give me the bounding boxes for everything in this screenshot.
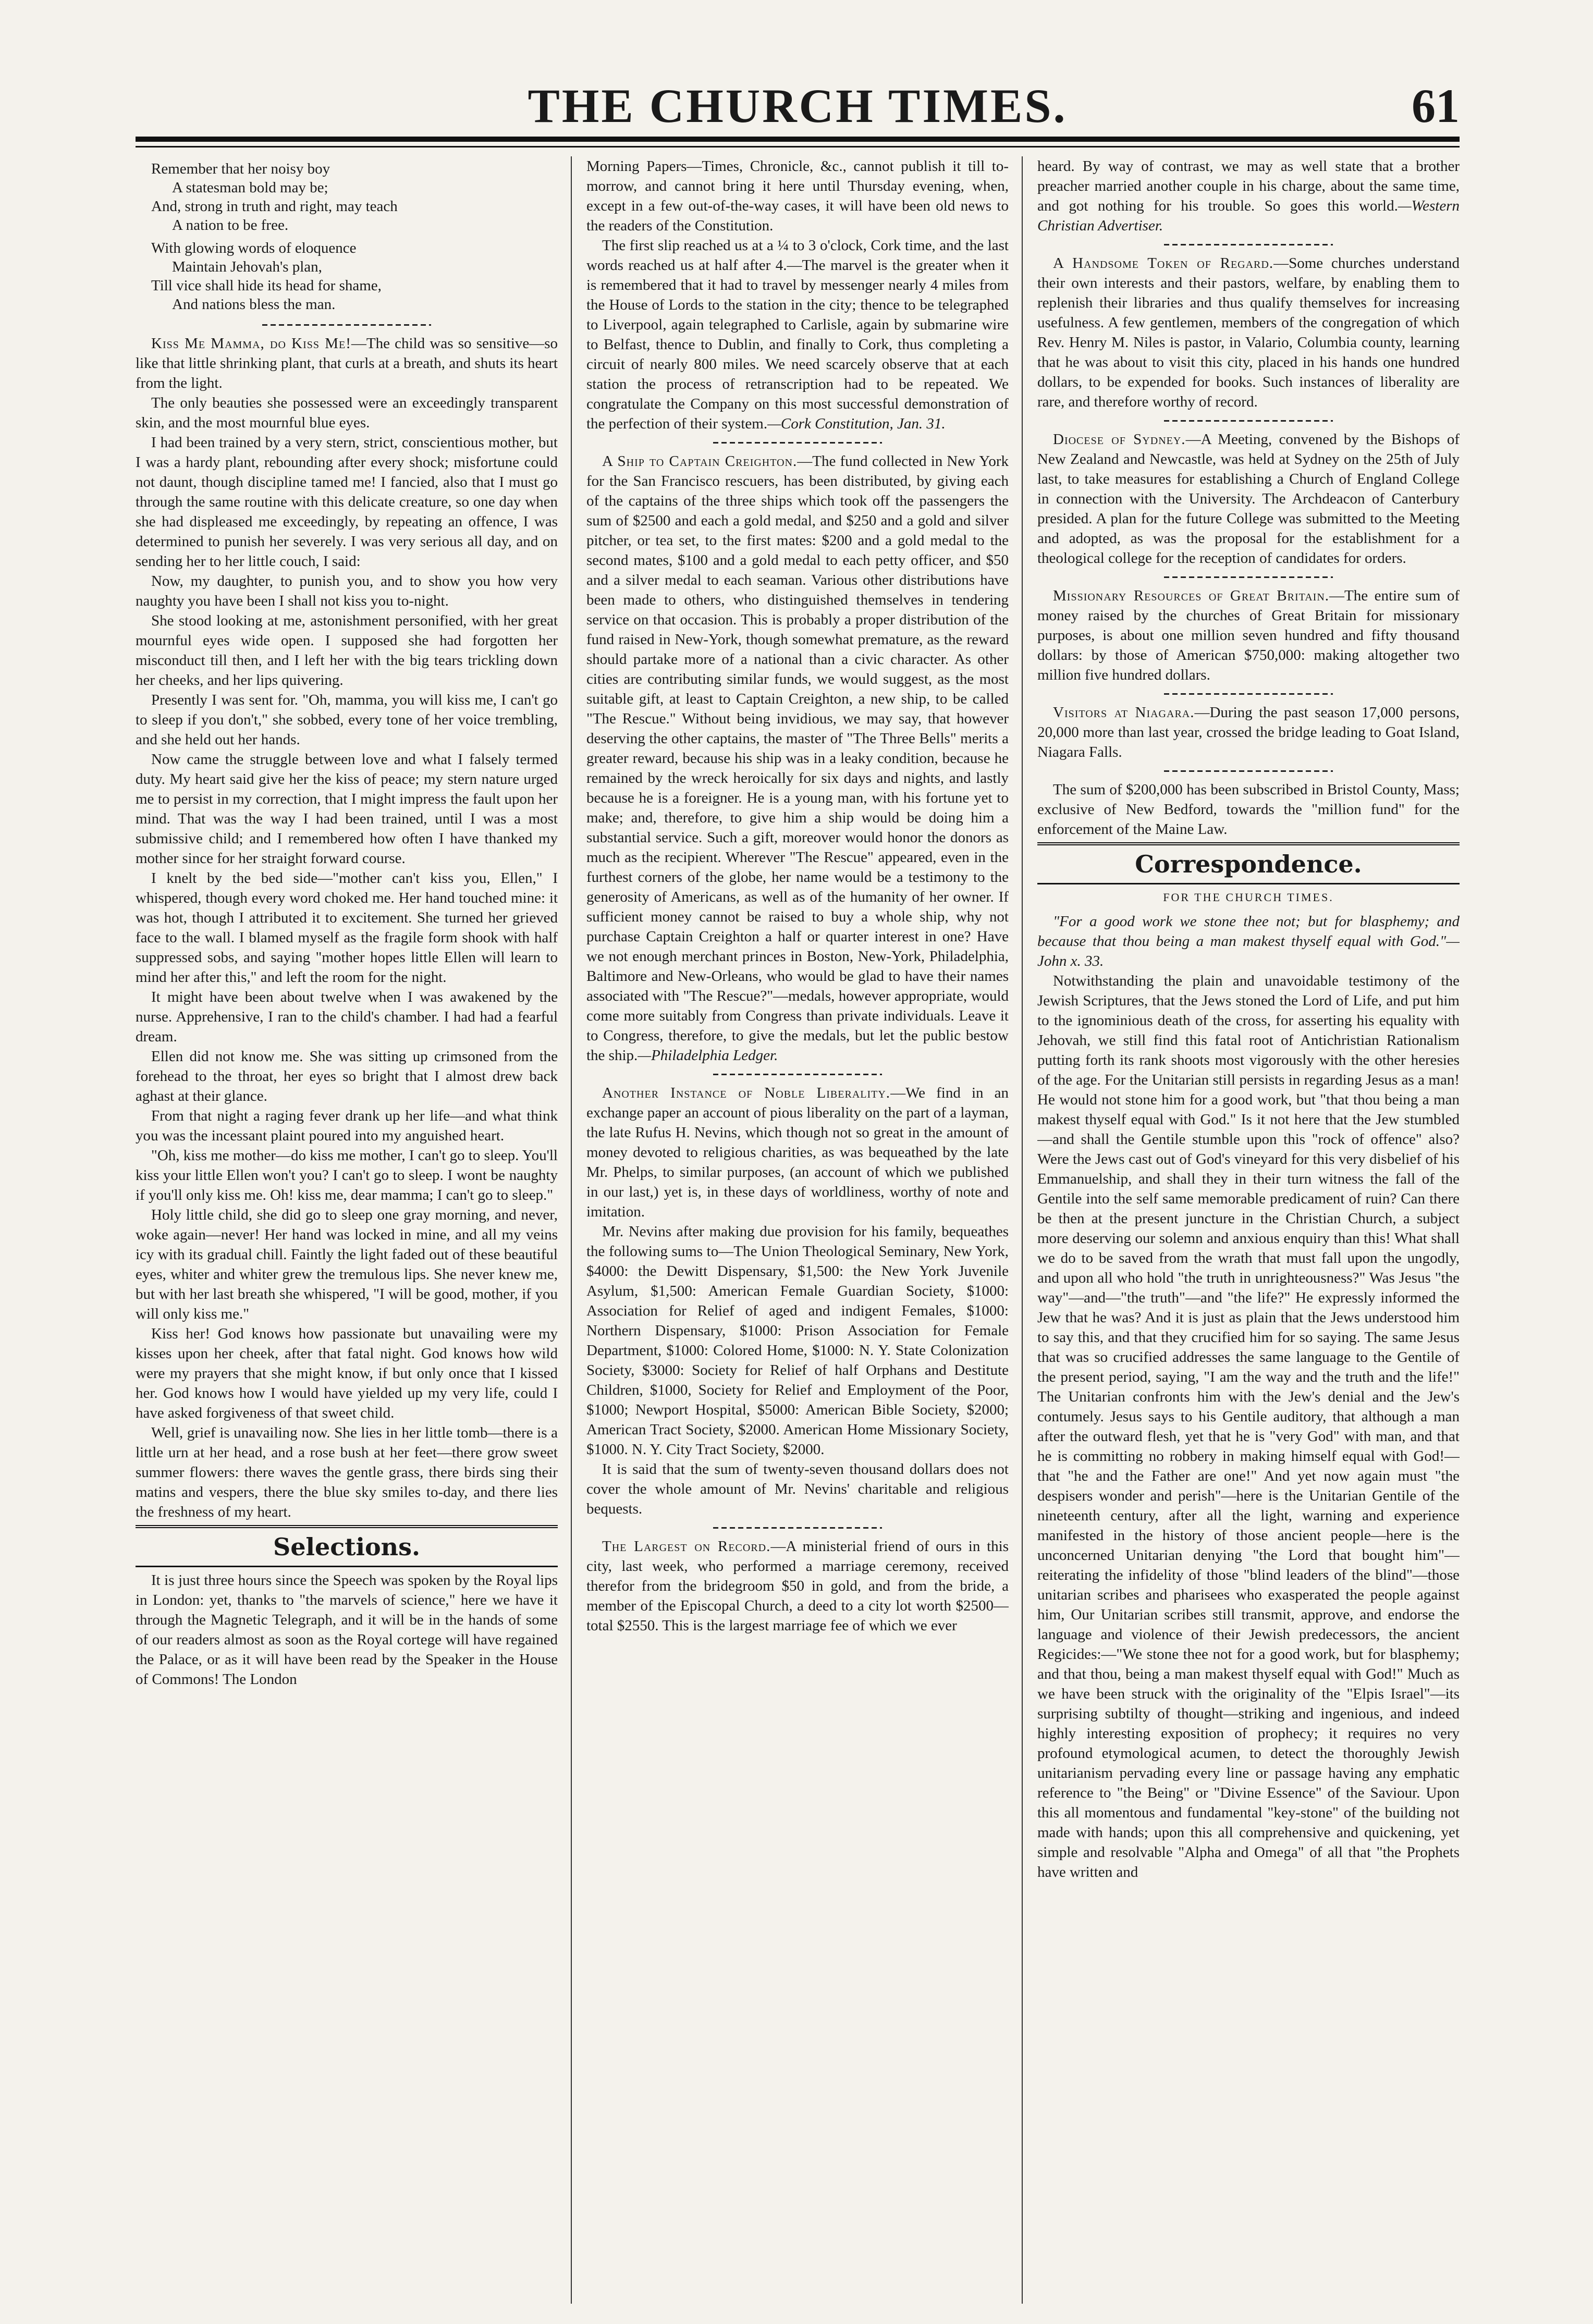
paragraph: Holy little child, she did go to sleep one gray morning, and never, woke again—never! Her hand was locked in mine, and all my veins icy with its gradual chill. Faintly the light faded out of these beautiful eyes, whiter and whiter grew the tremulous lips. She never knew me, but with her last breath she whispered, "I will be good, mother, if you will only kiss me." [136,1207,558,1322]
separator [1037,689,1460,698]
column-divider [1022,156,1023,2304]
paragraph: The only beauties she possessed were an exceedingly transparent skin, and the most mournful blue eyes. [136,395,558,431]
article-text: —The fund collected in New York for the San Francisco rescuers, has been distributed, by giving each of the captains of the three ships which took off the passengers the sum of $2500 and each a gold medal, and $250 and a gold and silver pitcher, or tea set, to the first mates: $200 and a gold medal to the second mates, $100 and a gold medal to each petty officer, and $50 and a silver medal to each seaman. Various other distributions have been made to others, who distinguished themselves in tendering service on that occasion. This is probably a proper distribution of the fund raised in New-York, though somewhat premature, as the reward should partake more of a national than a civic character. As other cities are contributing similar funds, we would suggest, as the most suitable gift, at least to Captain Creighton, a new ship, to be called "The Rescue." Without being invidious, we may say, that however deserving the other captains, the master of "The Three Bells" merits a greater reward, because his ship was in a leaky condition, because he remained by the wreck heroically for six days and nights, and lastly because he is a foreigner. He is a young man, with his fortune yet to make; and, therefore, to give him a ship would be doing him a substantial service. Such a gift, moreover would honor the donors as much as the recipient. Wherever "The Rescue" appeared, even in the furthest corners of the globe, her name would be a testimony to the generosity of Americans, as well as of the humanity of her owner. If sufficient money cannot be raised to buy a whole ship, why not purchase Captain Creighton a half or quarter interest in one? Have we not enough merchant princes in Boston, New-York, Philadelphia, Baltimore and New-Orleans, who would be glad to have their names associated with "The Rescue?"—medals, however appropriate, would come more suitably from Congress than private individuals. Leave it to Congress, therefore, to give the medals, but let the public bestow the ship. [586,453,1009,1064]
separator [1037,572,1460,582]
section-heading-correspondence: Correspondence. [1037,842,1460,884]
separator [586,438,1009,447]
source-credit: —Philadelphia Ledger. [638,1047,778,1064]
article-text: —A Meeting, convened by the Bishops of New Zealand and Newcastle, was held at Sydney on the 25th of July last, to take measures for establishing a Church of England College in connection with the University. The Archdeacon of Canterbury presided. A plan for the future College was submitted to the Meeting and adopted, as was the proposal for the establishment for a theological college for the reception of candidates for orders. [1037,431,1460,567]
paragraph: She stood looking at me, astonishment personified, with her great mournful eyes wide open. I supposed she had forgotten her misconduct till then, and I left her with the big tears trickling down her cheeks, and her lips quivering. [136,612,558,688]
column-3 [1037,156,1460,2309]
article-sydney [1037,429,1460,568]
paragraph: Notwithstanding the plain and unavoidable testimony of the Jewish Scriptures, that the Jews stoned the Lord of Life, and put him to the ignominious death of the cross, for asserting his equality with Jehovah, we still find this fatal root of Antichristian Rationalism putting forth its rank shoots most vigorously with the other heresies of the age. For the Unitarian still persists in regarding Jesus as a man! He would not stone him for a good work, but "that thou being a man makest thyself equal with God." Is it not here that the Jew stumbled—and shall the Gentile stumble upon this "rock of offence" also? Were the Jews cast out of God's vineyard for this very disbelief of his Emmanuelship, and shall they in their turn witness the fall of the Gentile into the self same memorable predicament of ruin? Can there be then at the present juncture in the Christian Church, a subject more deserving our solemn and anxious enquiry than this! What shall we do to be saved from the wrath that must fall upon the ungodly, and upon all who hold "the truth in unrighteousness?" Was Jesus "the way"—and—"the truth"—and "the life?" He expressly informed the Jew that he was? And it is just as plain that the Jews understood him to say this, and that they crucified him for so saying. The same Jesus that was so crucified addresses the same language to the Gentile of the present period, saying, "I am the way and the truth and the life!" The Unitarian confronts him with the Jew's denial and the Jew's contumely. Jesus says to his Gentile auditory, that although a man after the outward flesh, yet that he is "very God" with man, and that he is committing no robbery in making himself equal with God!—that "he and the Father are one!" And yet now again must "the despisers wonder and perish"—here is the Unitarian Gentile of the nineteenth century, after all the light, warning and experience manifested in the history of those ancient people—here is the unconcerned Unitarian denying "the Lord that bought him"—reiterating the infidelity of those "blind leaders of the blind"—those unitarian scribes and pharisees who exasperated the people against him, Our Unitarian scribes still transmit, approve, and endorse the language and violence of their Jewish predecessors, the ancient Regicides:—"We stone thee not for a good work, but for blasphemy; and that thou, being a man makest thyself equal with God!" Much as we have been struck with the originality of the "Elpis Israel"—its surprising subtilty of thought—striking and ingenious, and indeed highly interesting exposition of prophecy; it requires no very profound etymological acumen, to detect the thoroughly Jewish unitarianism pervading every line or passage having any emphatic reference to "the Being" or "Divine Essence" of the Saviour. Upon this all momentous and fundamental "key-stone" of the building not made with hands; upon this all comprehensive and quickening, yet simple and resolvable "Alpha and Omega" of all that "the Prophets have written and [1037,973,1460,1880]
paragraph [1037,156,1460,236]
paragraph: From that night a raging fever drank up her life—and what think you was the incessant plaint poured into my anguished heart. [136,1108,558,1144]
section-heading-selections: Selections. [136,1525,558,1567]
paragraph: Mr. Nevins after making due provision for his family, bequeathes the following sums to—The Union Theological Seminary, New York, $4000: the Dewitt Dispensary, $1,500: the New York Juvenile Asylum, $1,500: American Female Guardian Society, $1000: Association for Relief of aged and indigent Females, $1000: Northern Dispensary, $1000: Prison Association for Female Department, $1000: Colored Home, $1000: N. Y. State Colonization Society, $3000: Society for Relief of half Orphans and Destitute Children, $1000, Society for Relief and Employment of the Poor, $1000; Newport Hospital, $5000: American Bible Society, $2000; American Tract Society, $2000. American Home Missionary Society, $1000. N. Y. City Tract Society, $2000. [586,1223,1009,1458]
page-number: 61 [1412,79,1460,132]
article-text: —A ministerial friend of ours in this city, last week, who performed a marriage ceremony, received therefor from the bridegroom $50 in gold, and from the bride, a member of the Episcopal Church, a deed to a city lot worth $2500—total $2550. This is the largest marriage fee of which we ever [586,1538,1009,1634]
article-heading: Another Instance of Noble Liberality. [602,1085,891,1101]
paragraph: It is just three hours since the Speech was spoken by the Royal lips in London: yet, thanks to "the marvels of science," here we have it through the Magnetic Telegraph, and it will be in the hands of some of our readers almost as soon as the Royal cortege will have regained the Palace, or as it will have been read by the Speaker in the House of Commons! The London [136,1572,558,1688]
separator [1037,240,1460,249]
paragraph: Kiss her! God knows how passionate but unavailing were my kisses upon her cheek, after that fatal night. God knows how wild were my prayers that she might know, if but only once that I kissed her. God knows how I would have yielded up my very life, could I have asked forgiveness of that sweet child. [136,1325,558,1421]
poem [151,159,558,314]
separator [136,320,558,329]
paragraph: Ellen did not know me. She was sitting up crimsoned from the forehead to the throat, her eyes so bright that I almost drew back aghast at their glance. [136,1048,558,1104]
paragraph: Now came the struggle between love and what I falsely termed duty. My heart said give her the kiss of peace; my stern nature urged me to persist in my correction, that I might impress the fault upon her mind. That was the way I had been trained, until I was a most submissive child; and I remembered how often I have thanked my mother since for her straight forward course. [136,751,558,867]
paragraph: Morning Papers—Times, Chronicle, &c., cannot publish it till to-morrow, and cannot bring it here until Thursday evening, when, except in a few out-of-the-way cases, it will have been old news to the readers of the Constitution. [586,158,1009,234]
article-ship [586,451,1009,1065]
source-credit: —Cork Constitution, Jan. 31. [767,415,946,432]
article-niagara [1037,703,1460,762]
article-liberality [586,1083,1009,1222]
paragraph: It is said that the sum of twenty-seven thousand dollars does not cover the whole amount of Mr. Nevins' charitable and religious bequests. [586,1461,1009,1517]
masthead [136,78,1460,156]
poem-line: A nation to be free. [172,217,289,233]
paragraph [586,236,1009,434]
section-subheading: FOR THE CHURCH TIMES. [1163,891,1334,904]
masthead-rule [136,137,1460,142]
article-bristol: The sum of $200,000 has been subscribed in Bristol County, Mass; exclusive of New Bedford, towards the "million fund" for the enforcement of the Maine Law. [1037,781,1460,838]
source-credit: —Western Christian Advertiser. [1037,198,1460,234]
article-kiss-intro [136,334,558,393]
separator [586,1523,1009,1532]
article-heading: A Ship to Captain Creighton. [602,453,798,470]
article-text: —Some churches understand their own interests and their pastors, welfare, by enabling them to replenish their libraries and thus qualify themselves for increasing usefulness. A few gentlemen, members of the congregation of which Rev. Henry M. Niles is pastor, in Valario, Columbia county, learning that he was about to visit this city, placed in his hands one hundred dollars, to be expended for books. Such instances of liberality are rare, and therefore worthy of record. [1037,255,1460,410]
article-text: The first slip reached us at a ¼ to 3 o'clock, Cork time, and the last words reached us at half after 4.—The marvel is the greater when it is remembered that it had to travel by messenger nearly 4 miles from the House of Lords to the station in the city; thence to be telegraphed to Liverpool, again telegraphed to Carlisle, again by submarine wire to Belfast, thence to Dublin, and finally to Cork, thus completing a circuit of nearly 800 miles. We need scarcely observe that at each station the process of retranscription had to be repeated. We congratulate the Company on this most successful demonstration of the perfection of their system. [586,237,1009,432]
poem-line: Maintain Jehovah's plan, [172,259,322,275]
separator [586,1069,1009,1079]
paragraph: Well, grief is unavailing now. She lies in her little tomb—there is a little urn at her head, and a rose bush at her feet—there grow sweet summer flowers: there waves the gentle grass, there birds sing their matins and vespers, there the blue sky smiles to-day, and there lies the freshness of my heart. [136,1424,558,1520]
poem-line: Remember that her noisy boy [151,161,330,177]
article-heading: Kiss Me Mamma, do Kiss Me! [151,335,351,352]
article-heading: Diocese of Sydney. [1053,431,1186,448]
epigraph: "For a good work we stone thee not; but for blasphemy; and because that thou being a man makest thyself equal with God."—John x. 33. [1037,913,1460,969]
column-1 [136,156,558,2309]
article-text: —During the past season 17,000 persons, 20,000 more than last year, crossed the bridge leading to Goat Island, Niagara Falls. [1037,704,1460,760]
article-missionary [1037,586,1460,685]
article-text: —The entire sum of money raised by the churches of Great Britain for missionary purposes, is about one million seven hundred and fifty thousand dollars: by those of American $750,000: making altogether two million five hundred dollars. [1037,587,1460,683]
paragraph: Now, my daughter, to punish you, and to show you how very naughty you have been I shall not kiss you to-night. [136,573,558,609]
separator [1037,416,1460,425]
separator [1037,766,1460,776]
paragraph: I knelt by the bed side—"mother can't kiss you, Ellen," I whispered, though every word choked me. Her hand touched mine: it was hot, though I attributed it to excitement. She turned her grieved face to the wall. I blamed myself as the fragile form shook with half suppressed sobs, and saying "mother hopes little Ellen will learn to mind her after this," and left the room for the night. [136,870,558,986]
masthead-rule-thin [136,146,1460,147]
article-record [586,1536,1009,1636]
paragraph: I had been trained by a very stern, strict, conscientious mother, but I was a hardy plant, rebounding after every shock; misfortune could not daunt, though discipline tamed me! I fancied, also that I must go through the same routine with this delicate creature, so one day when she had displeased me exceedingly, by repeating an offence, I was determined to punish her severely. I was very serious all day, and on sending her to her little couch, I said: [136,434,558,570]
article-token [1037,253,1460,412]
article-text: —The child was so sensitive—so like that little shrinking plant, that curls at a breath, and shuts its heart from the light. [136,335,558,391]
article-heading: Missionary Resources of Great Britain. [1053,587,1330,604]
column-divider [571,156,572,2304]
article-heading: Visitors at Niagara. [1053,704,1195,721]
paragraph: It might have been about twelve when I was awakened by the nurse. Apprehensive, I ran to the child's chamber. I had had a fearful dream. [136,989,558,1045]
article-text: —We find in an exchange paper an account of pious liberality on the part of a layman, the late Rufus H. Nevins, which though not so great in the amount of money devoted to religious charities, as was bequeathed by the late Mr. Phelps, to similar purposes, (an account of which we published in our last,) yet is, in these days of worldliness, worthy of note and imitation. [586,1085,1009,1220]
article-heading: The Largest on Record. [602,1538,771,1555]
paragraph: "Oh, kiss me mother—do kiss me mother, I can't go to sleep. You'll kiss your little Ellen won't you? I can't go to sleep. I wont be naughty if you'll only kiss me. Oh! kiss me, dear mamma; I can't go to sleep." [136,1147,558,1203]
poem-line: With glowing words of eloquence [151,240,357,256]
newspaper-page [136,0,1460,2324]
paragraph: Presently I was sent for. "Oh, mamma, you will kiss me, I can't go to sleep if you don't," she sobbed, every tone of her voice trembling, and she held out her hands. [136,692,558,748]
poem-line: And nations bless the man. [172,296,336,313]
article-text: heard. By way of contrast, we may as well state that a brother preacher married another couple in his charge, about the same time, and got nothing for his trouble. So goes this world. [1037,158,1460,214]
poem-line: And, strong in truth and right, may teach [151,198,398,215]
newspaper-title: THE CHURCH TIMES. [528,79,1068,132]
article-heading: A Handsome Token of Regard. [1053,255,1274,272]
poem-line: Till vice shall hide its head for shame, [151,277,382,294]
column-2 [586,156,1009,2309]
poem-line: A statesman bold may be; [172,179,328,196]
